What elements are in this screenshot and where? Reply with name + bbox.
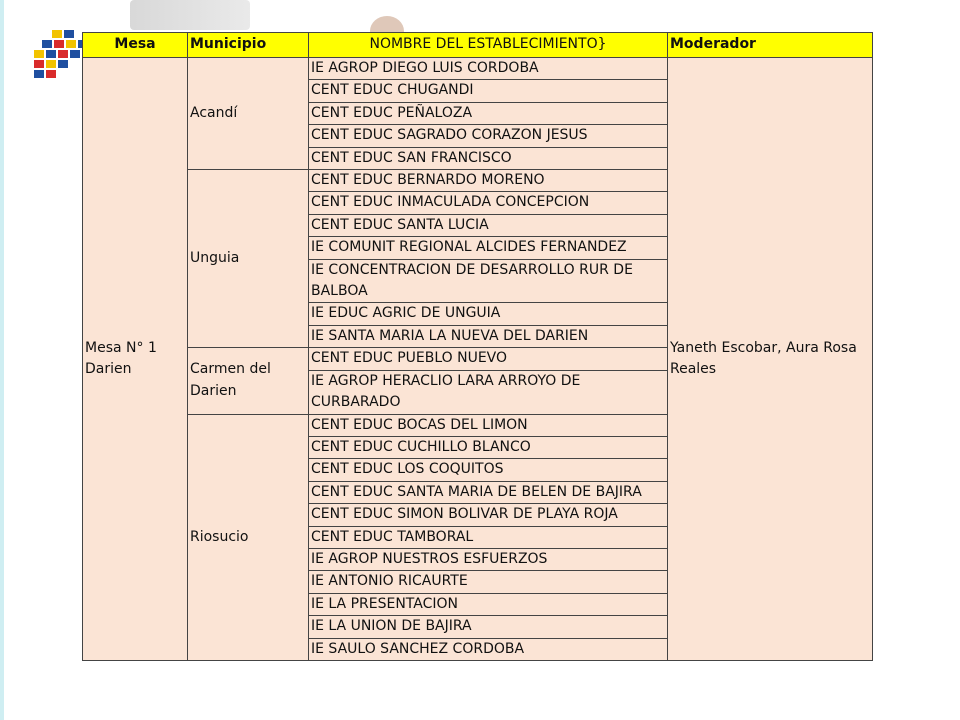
header-mesa: Mesa [83,33,188,58]
school-cell: CENT EDUC TAMBORAL [309,526,668,548]
cubes-logo-icon [30,28,90,88]
table-row [83,58,873,80]
faded-header-title [130,0,250,30]
mesa-cell: Mesa N° 1 Darien [83,58,188,661]
school-cell: IE SAULO SANCHEZ CORDOBA [309,638,668,660]
school-cell: CENT EDUC INMACULADA CONCEPCION [309,192,668,214]
school-cell: IE SANTA MARIA LA NUEVA DEL DARIEN [309,325,668,347]
municipio-cell: Carmen del Darien [188,348,309,414]
municipio-cell: Unguia [188,170,309,348]
school-cell: IE LA PRESENTACION [309,593,668,615]
school-cell: IE AGROP DIEGO LUIS CORDOBA [309,58,668,80]
school-cell: IE CONCENTRACION DE DESARROLLO RUR DE BALBOA [309,259,668,303]
school-cell: CENT EDUC BERNARDO MORENO [309,170,668,192]
school-cell: CENT EDUC CUCHILLO BLANCO [309,436,668,458]
school-cell: CENT EDUC LOS COQUITOS [309,459,668,481]
establishments-table [82,32,873,661]
school-cell: CENT EDUC PUEBLO NUEVO [309,348,668,370]
municipio-cell: Riosucio [188,414,309,660]
school-cell: CENT EDUC BOCAS DEL LIMON [309,414,668,436]
header-moderador: Moderador [668,33,873,58]
school-cell: IE AGROP HERACLIO LARA ARROYO DE CURBARADO [309,370,668,414]
school-cell: IE AGROP NUESTROS ESFUERZOS [309,548,668,570]
school-cell: CENT EDUC SANTA LUCIA [309,214,668,236]
school-cell: CENT EDUC CHUGANDI [309,80,668,102]
municipio-cell: Acandí [188,58,309,170]
table-header-row [83,33,873,58]
header-establecimiento: NOMBRE DEL ESTABLECIMIENTO} [309,33,668,58]
school-cell: CENT EDUC SAN FRANCISCO [309,147,668,169]
school-cell: IE ANTONIO RICAURTE [309,571,668,593]
school-cell: IE EDUC AGRIC DE UNGUIA [309,303,668,325]
slide-left-rule [0,0,4,720]
school-cell: IE LA UNION DE BAJIRA [309,616,668,638]
school-cell: CENT EDUC SIMON BOLIVAR DE PLAYA ROJA [309,504,668,526]
school-cell: CENT EDUC PEÑALOZA [309,102,668,124]
header-municipio: Municipio [188,33,309,58]
moderador-cell: Yaneth Escobar, Aura Rosa Reales [668,58,873,661]
school-cell: CENT EDUC SAGRADO CORAZON JESUS [309,125,668,147]
school-cell: CENT EDUC SANTA MARIA DE BELEN DE BAJIRA [309,481,668,503]
school-cell: IE COMUNIT REGIONAL ALCIDES FERNANDEZ [309,237,668,259]
